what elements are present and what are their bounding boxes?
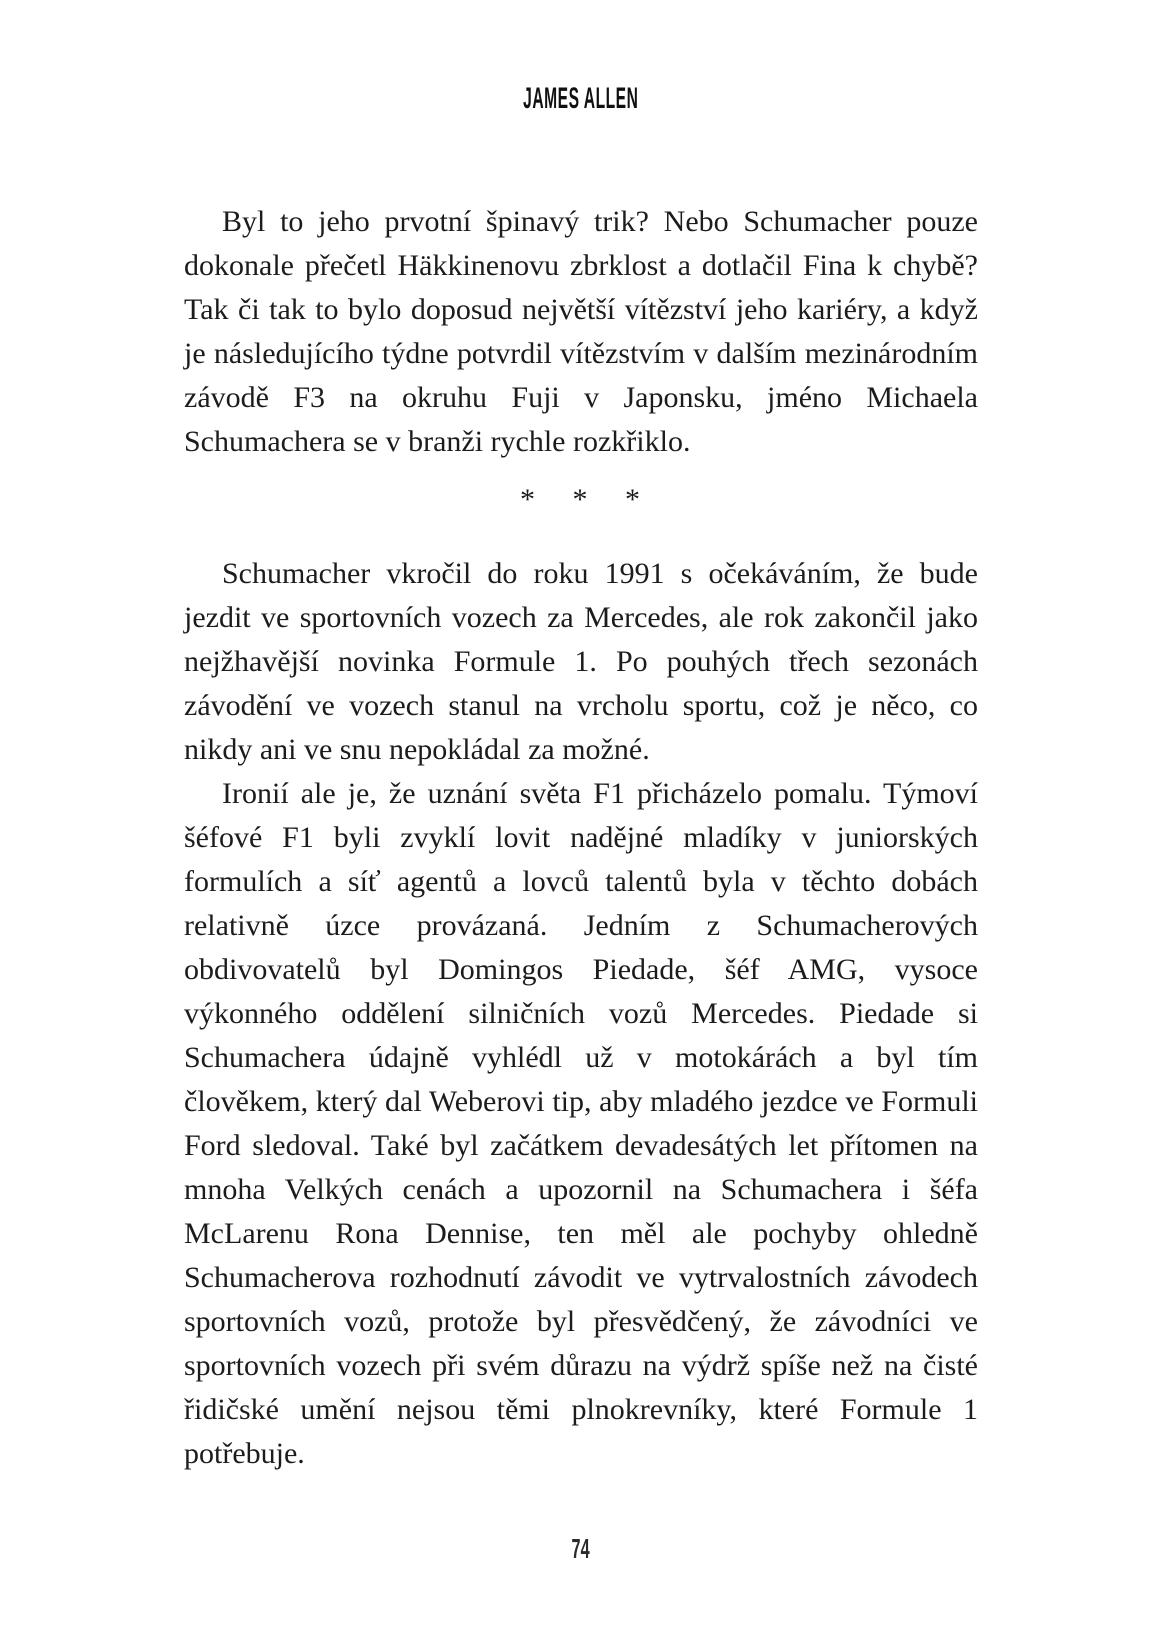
paragraph-1: Byl to jeho prvotní špinavý trik? Nebo Schumacher pouze dokonale přečetl Häkkinenovu zbrklost a dotlačil Fina k chybě? Tak či tak to bylo doposud největší vítězství jeho kariéry, a když je následujícího týdne potvrdil vítězstvím v dalším mezinárodním závodě F3 na okruhu Fuji v Japonsku, jméno Michaela Schumachera se v branži rychle rozkřiklo. bbox=[184, 205, 978, 458]
running-header bbox=[184, 84, 978, 119]
page-body bbox=[184, 200, 978, 1476]
paragraph-2: Schumacher vkročil do roku 1991 s očekáváním, že bude jezdit ve sportovních vozech za Mercedes, ale rok zakončil jako nejžhavější novinka Formule 1. Po pouhých třech sezonách závodění ve vozech stanul na vrcholu sportu, což je něco, co nikdy ani ve snu nepokládal za možné. bbox=[184, 557, 978, 766]
running-header-author: JAMES ALLEN bbox=[523, 82, 639, 115]
page-number: 74 bbox=[571, 1533, 591, 1564]
page-footer bbox=[184, 1535, 978, 1568]
section-separator: * * * bbox=[520, 483, 642, 516]
paragraph-3: Ironií ale je, že uznání světa F1 přicházelo pomalu. Týmoví šéfové F1 byli zvyklí lovit nadějné mladíky v juniorských formulích a síť agentů a lovců talentů byla v těchto dobách relativně úzce provázaná. Jedním z Schumacherových obdivovatelů byl Domingos Piedade, šéf AMG, vysoce výkonného oddělení silničních vozů Mercedes. Piedade si Schumachera údajně vyhlédl už v motokárách a byl tím člověkem, který dal Weberovi tip, aby mladého jezdce ve Formuli Ford sledoval. Také byl začátkem devadesátých let přítomen na mnoha Velkých cenách a upozornil na Schumachera i šéfa McLarenu Rona Dennise, ten měl ale pochyby ohledně Schumacherova rozhodnutí závodit ve vytrvalostních závodech sportovních vozů, protože byl přesvědčený, že závodníci ve sportovních vozech při svém důrazu na výdrž spíše než na čisté řidičské umění nejsou těmi plnokrevníky, které Formule 1 potřebuje. bbox=[184, 777, 978, 1470]
